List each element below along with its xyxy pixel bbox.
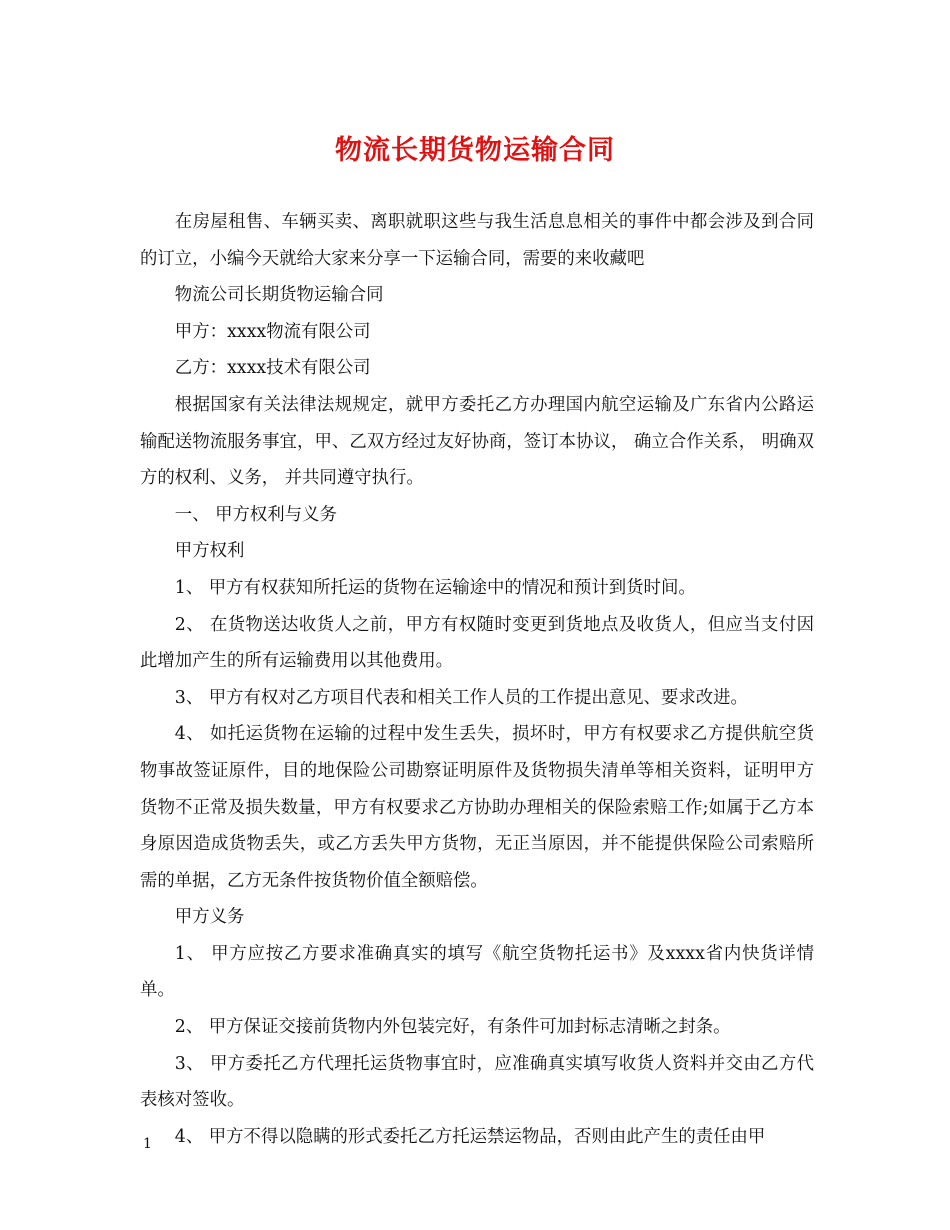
paragraph-preamble: 根据国家有关法律法规规定，就甲方委托乙方办理国内航空运输及广东省内公路运输配送物流服务事宜，甲、乙双方经过友好协商，签订本协议， 确立合作关系， 明确双方的权利、义务， 并共同遵守执行。: [140, 394, 814, 489]
obligations-clause-3: 3、 甲方委托乙方代理托运货物事宜时，应准确真实填写收货人资料并交由乙方代表核对签收。: [140, 1053, 814, 1111]
paragraph-contract-name: 物流公司长期货物运输合同: [174, 285, 384, 306]
section-heading-party-a: 一、 甲方权利与义务: [174, 504, 337, 525]
subheading-party-a-rights: 甲方权利: [174, 541, 245, 562]
obligations-clause-2: 2、 甲方保证交接前货物内外包装完好，有条件可加封标志清晰之封条。: [174, 1017, 731, 1038]
subheading-party-a-obligations: 甲方义务: [174, 907, 245, 928]
rights-clause-2: 2、 在货物送达收货人之前，甲方有权随时变更到货地点及收货人，但应当支付因此增加产生的所有运输费用以其他费用。: [140, 614, 814, 672]
obligations-clause-4: 4、 甲方不得以隐瞒的形式委托乙方托运禁运物品，否则由此产生的责任由甲: [174, 1126, 766, 1147]
document-title: 物流长期货物运输合同: [335, 135, 615, 166]
rights-clause-3: 3、 甲方有权对乙方项目代表和相关工作人员的工作提出意见、要求改进。: [174, 687, 748, 708]
rights-clause-1: 1、 甲方有权获知所托运的货物在运输途中的情况和预计到货时间。: [174, 577, 696, 598]
paragraph-party-b: 乙方：xxxx技术有限公司: [174, 358, 371, 379]
obligations-clause-1: 1、 甲方应按乙方要求准确真实的填写《航空货物托运书》及xxxx省内快货详情单。: [140, 943, 814, 1001]
rights-clause-4: 4、 如托运货物在运输的过程中发生丢失，损坏时，甲方有权要求乙方提供航空货物事故签证原件，目的地保险公司勘察证明原件及货物损失清单等相关资料，证明甲方货物不正常及损失数量，甲方有权要求乙方协助办理相关的保险索赔工作;如属于乙方本身原因造成货物丢失，或乙方丢失甲方货物，无正当原因，并不能提供保险公司索赔所需的单据，乙方无条件按货物价值全额赔偿。: [140, 724, 814, 891]
paragraph-party-a: 甲方：xxxx物流有限公司: [174, 321, 371, 342]
page-number: 1: [143, 1136, 152, 1152]
document-body: [140, 204, 814, 1155]
paragraph-intro: 在房屋租售、车辆买卖、离职就职这些与我生活息息相关的事件中都会涉及到合同的订立，小编今天就给大家来分享一下运输合同，需要的来收藏吧: [140, 212, 814, 269]
